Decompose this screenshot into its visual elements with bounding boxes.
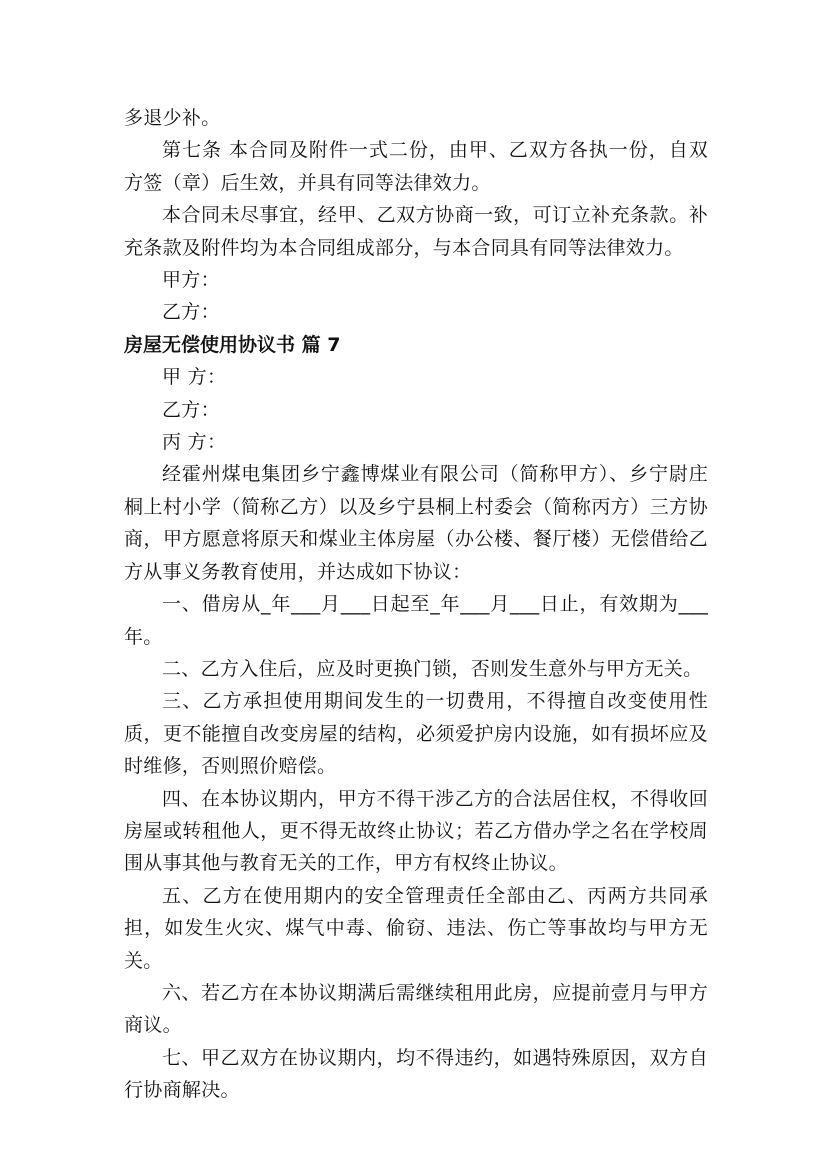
paragraph: 二、乙方入住后，应及时更换门锁，否则发生意外与甲方无关。 (162, 657, 703, 680)
paragraph: 五、乙方在使用期内的安全管理责任全部由乙、丙两方共同承担，如发生火灾、煤气中毒、偷窃、违法、伤亡等事故均与甲方无关。 (124, 884, 708, 972)
paragraph: 乙方： (162, 398, 220, 421)
paragraph: 六、若乙方在本协议期满后需继续租用此房，应提前壹月与甲方商议。 (124, 981, 708, 1037)
document-page (124, 102, 708, 1107)
paragraph: 一、借房从_年___月___日起至_年___月___日止，有效期为___年。 (124, 593, 708, 648)
paragraph: 本合同未尽事宜，经甲、乙双方协商一致，可订立补充条款。补充条款及附件均为本合同组成部分，与本合同具有同等法律效力。 (124, 204, 708, 259)
paragraph: 第七条 本合同及附件一式二份，由甲、乙双方各执一份，自双方签（章）后生效，并具有同等法律效力。 (124, 139, 708, 194)
paragraph: 丙 方： (162, 431, 227, 454)
paragraph: 多退少补。 (124, 107, 221, 129)
paragraph: 经霍州煤电集团乡宁鑫博煤业有限公司（简称甲方）、乡宁尉庄桐上村小学（简称乙方）以及乡宁县桐上村委会（简称丙方）三方协商，甲方愿意将原天和煤业主体房屋（办公楼、餐厅楼）无偿借给乙方从事义务教育使用，并达成如下协议： (124, 463, 708, 583)
paragraph: 甲方： (162, 269, 220, 292)
paragraph: 四、在本协议期内，甲方不得干涉乙方的合法居住权，不得收回房屋或转租他人，更不得无故终止协议；若乙方借办学之名在学校周围从事其他与教育无关的工作，甲方有权终止协议。 (124, 787, 708, 875)
paragraph: 三、乙方承担使用期间发生的一切费用，不得擅自改变使用性质，更不能擅自改变房屋的结构，必须爱护房内设施，如有损坏应及时维修，否则照价赔偿。 (124, 690, 708, 778)
paragraph: 七、甲乙双方在协议期内，均不得违约，如遇特殊原因，双方自行协商解决。 (124, 1046, 708, 1102)
section-heading: 房屋无偿使用协议书 篇 7 (124, 333, 341, 356)
section-before (124, 102, 708, 329)
paragraph: 乙方： (162, 301, 220, 324)
paragraph: 甲 方： (162, 366, 227, 389)
section-after (124, 361, 708, 1106)
